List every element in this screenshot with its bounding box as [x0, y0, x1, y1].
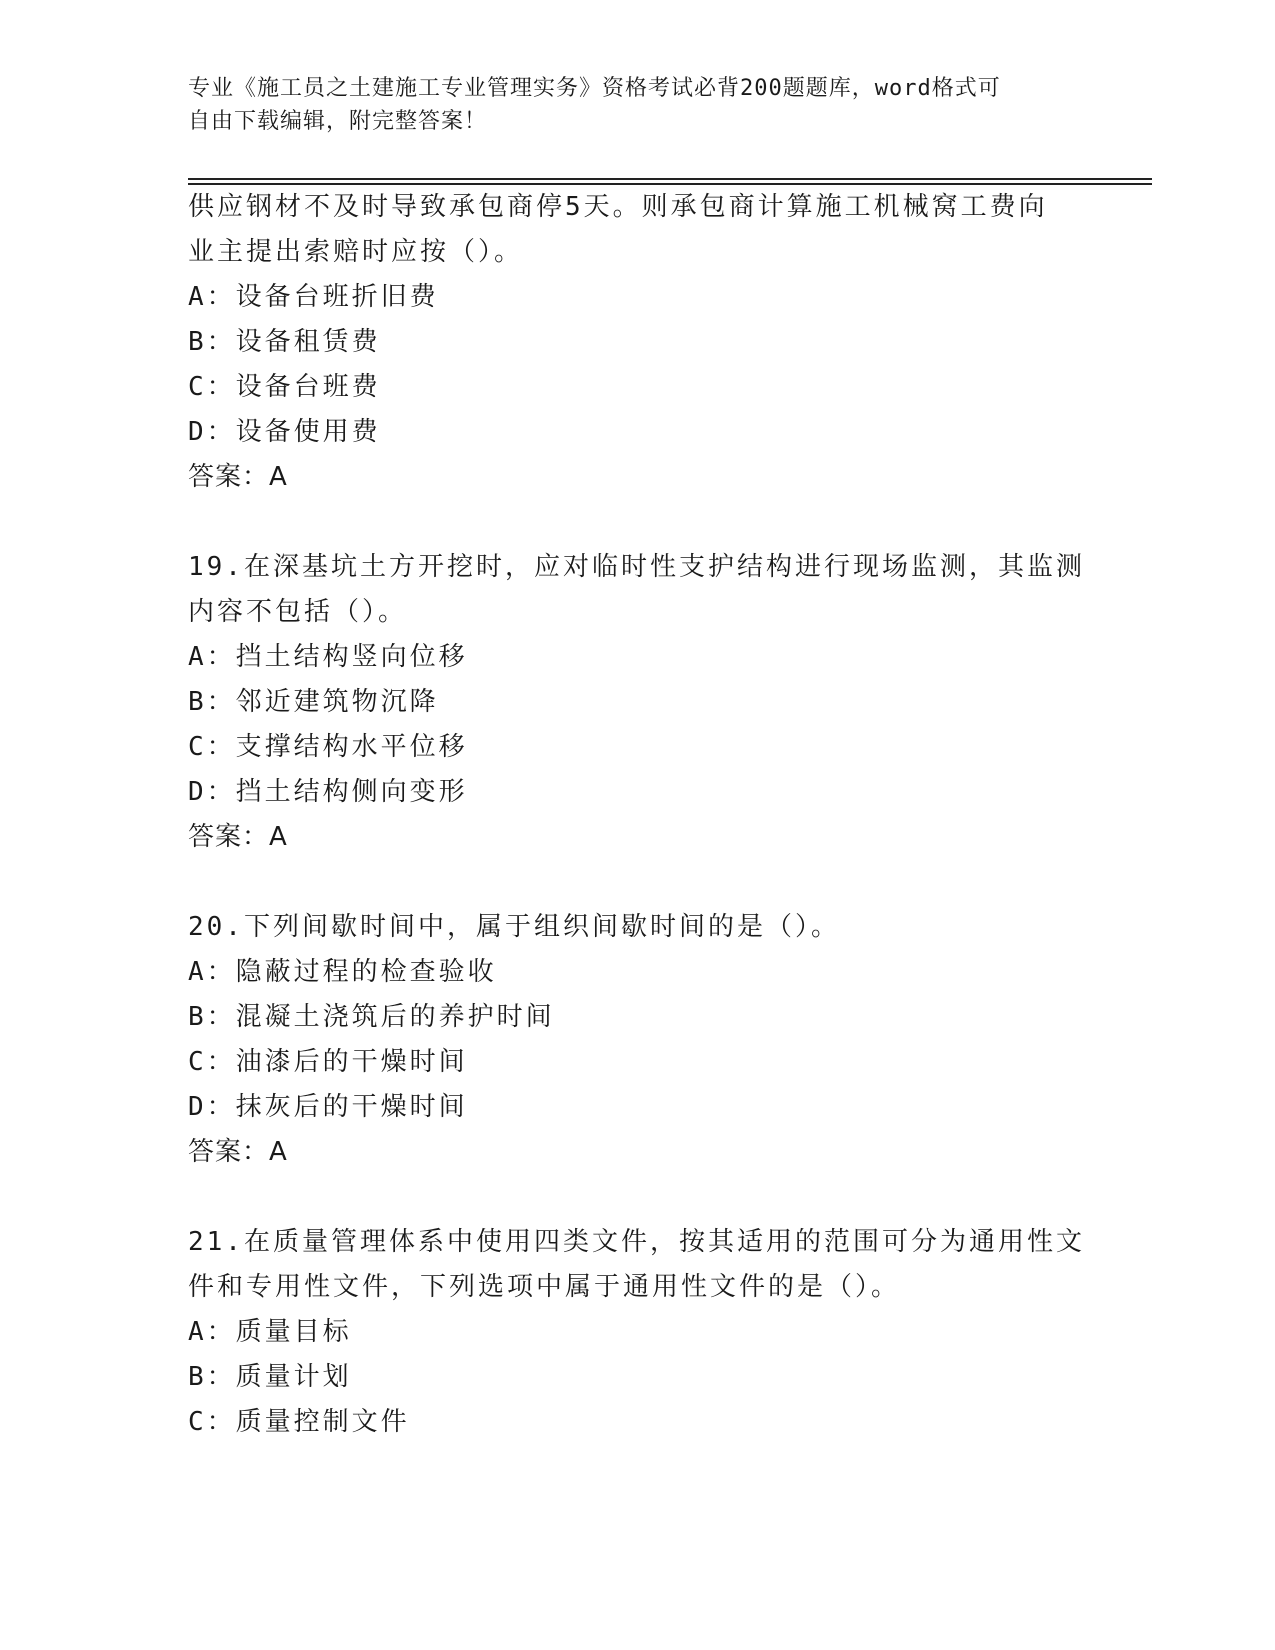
question-stem-line: 内容不包括（）。 — [188, 597, 408, 627]
option-a: A：隐蔽过程的检查验收 — [188, 957, 497, 987]
question-stem-line: 20.下列间歇时间中，属于组织间歇时间的是（）。 — [188, 912, 840, 942]
question-19 — [188, 545, 1088, 860]
option-c: C：油漆后的干燥时间 — [188, 1047, 468, 1077]
option-b: B：邻近建筑物沉降 — [188, 687, 439, 717]
option-d: D：挡土结构侧向变形 — [188, 777, 468, 807]
option-a: A：设备台班折旧费 — [188, 282, 439, 312]
option-a: A：质量目标 — [188, 1317, 352, 1347]
option-b: B：设备租赁费 — [188, 327, 381, 357]
answer-line: 答案：A — [188, 462, 288, 492]
spacer — [188, 1175, 1088, 1220]
question-stem-line: 业主提出索赔时应按（）。 — [188, 237, 524, 267]
option-a: A：挡土结构竖向位移 — [188, 642, 468, 672]
question-18-continued — [188, 185, 1088, 500]
header-line-2: 自由下载编辑，附完整答案！ — [188, 109, 488, 134]
question-list — [188, 185, 1088, 1445]
question-stem-line: 19.在深基坑土方开挖时，应对临时性支护结构进行现场监测，其监测 — [188, 552, 1085, 582]
question-stem-line: 供应钢材不及时导致承包商停5天。则承包商计算施工机械窝工费向 — [188, 192, 1048, 222]
option-c: C：支撑结构水平位移 — [188, 732, 468, 762]
question-21 — [188, 1220, 1088, 1445]
spacer — [188, 500, 1088, 545]
spacer — [188, 860, 1088, 905]
option-b: B：混凝土浇筑后的养护时间 — [188, 1002, 555, 1032]
answer-line: 答案：A — [188, 822, 288, 852]
question-stem-line: 件和专用性文件，下列选项中属于通用性文件的是（）。 — [188, 1272, 901, 1302]
option-c: C：质量控制文件 — [188, 1407, 410, 1437]
option-d: D：设备使用费 — [188, 417, 381, 447]
question-stem-line: 21.在质量管理体系中使用四类文件，按其适用的范围可分为通用性文 — [188, 1227, 1085, 1257]
header-divider-top — [188, 178, 1152, 180]
option-b: B：质量计划 — [188, 1362, 352, 1392]
option-c: C：设备台班费 — [188, 372, 381, 402]
document-header — [188, 72, 1088, 138]
option-d: D：抹灰后的干燥时间 — [188, 1092, 468, 1122]
header-line-1: 专业《施工员之土建施工专业管理实务》资格考试必背200题题库，word格式可 — [188, 76, 1001, 101]
question-20 — [188, 905, 1088, 1175]
answer-line: 答案：A — [188, 1137, 288, 1167]
